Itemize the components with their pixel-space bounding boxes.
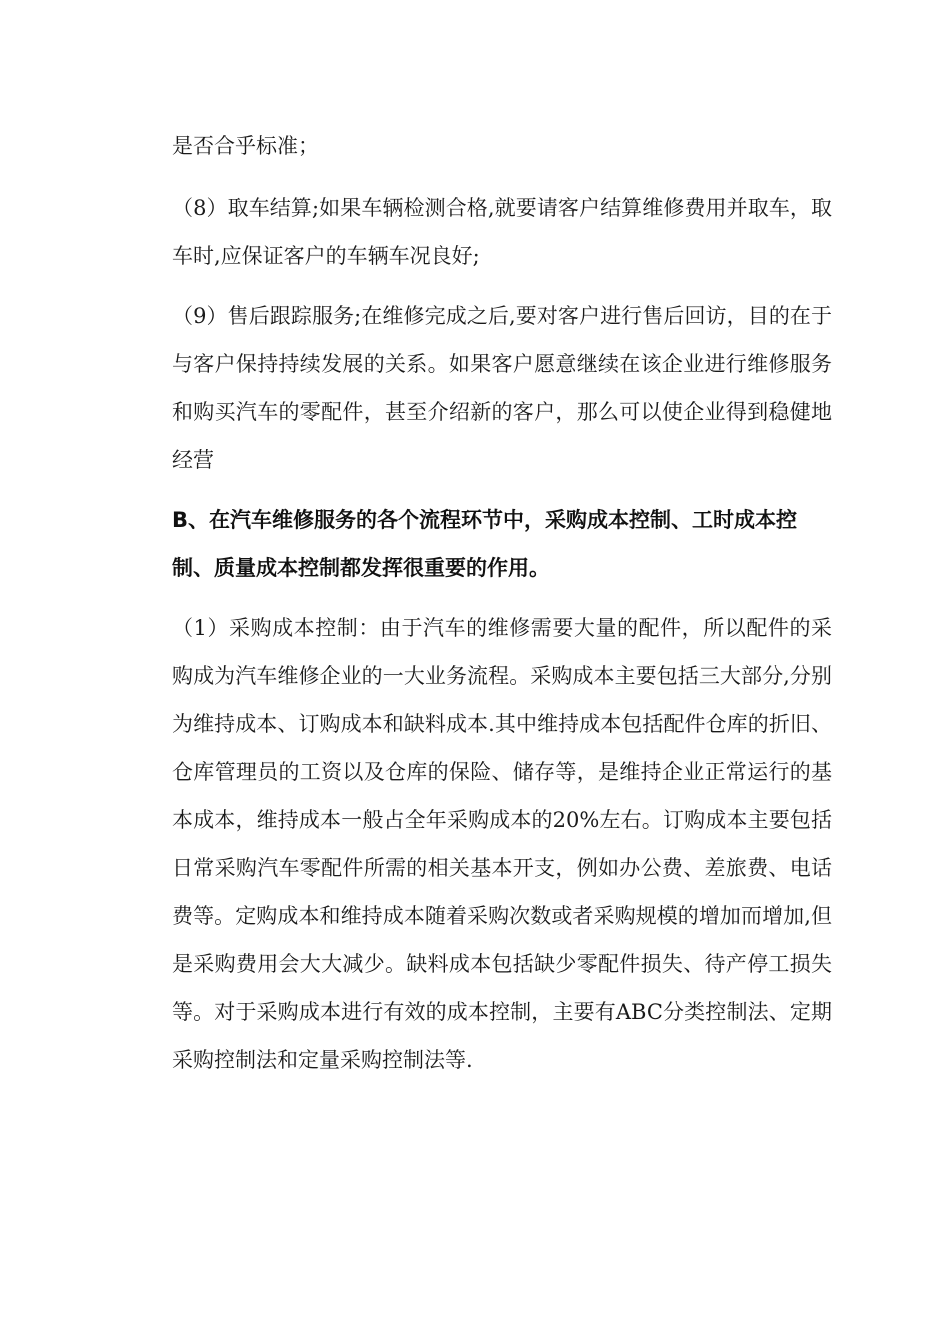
document-body <box>172 122 832 1096</box>
paragraph-procurement-cost-control: （1）采购成本控制：由于汽车的维修需要大量的配件，所以配件的采购成为汽车维修企业的一大业务流程。采购成本主要包括三大部分,分别为维持成本、订购成本和缺料成本.其中维持成本包括配件仓库的折旧、仓库管理员的工资以及仓库的保险、储存等，是维持企业正常运行的基本成本，维持成本一般占全年采购成本的20%左右。订购成本主要包括日常采购汽车零配件所需的相关基本开支，例如办公费、差旅费、电话费等。定购成本和维持成本随着采购次数或者采购规模的增加而增加,但是采购费用会大大减少。缺料成本包括缺少零配件损失、待产停工损失等。对于采购成本进行有效的成本控制，主要有ABC分类控制法、定期采购控制法和定量采购控制法等. <box>172 616 832 1072</box>
paragraph-step-9-after-sales-service: （9）售后跟踪服务;在维修完成之后,要对客户进行售后回访，目的在于与客户保持持续发展的关系。如果客户愿意继续在该企业进行维修服务和购买汽车的零配件，甚至介绍新的客户，那么可以使企业得到稳健地经营 <box>172 304 832 472</box>
paragraph-standard-check: 是否合乎标准； <box>172 134 319 158</box>
paragraph-step-8-pickup-settlement: （8）取车结算;如果车辆检测合格,就要请客户结算维修费用并取车，取车时,应保证客户的车辆车况良好; <box>172 196 832 268</box>
section-heading-b: B、在汽车维修服务的各个流程环节中，采购成本控制、工时成本控制、质量成本控制都发挥很重要的作用。 <box>172 508 798 580</box>
